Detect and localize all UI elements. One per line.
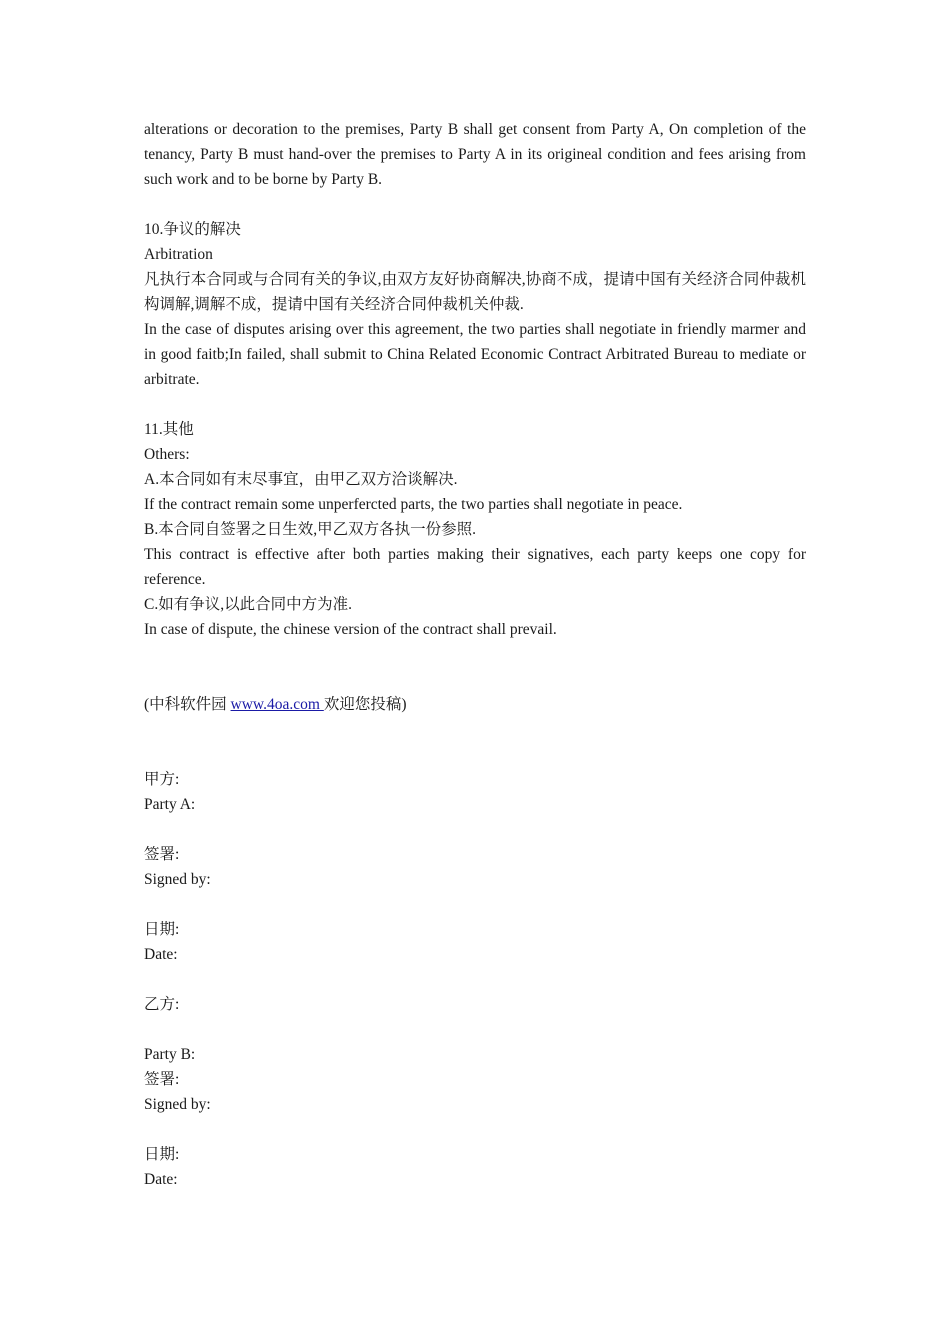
clause-11-a-chinese: A.本合同如有末尽事宜，由甲乙双方洽谈解决. (144, 471, 458, 488)
spacer (144, 192, 806, 217)
party-b-label-en: Party B: (144, 1046, 196, 1063)
spacer (144, 667, 806, 692)
spacer (144, 642, 806, 667)
party-a-label-cn: 甲方: (144, 771, 180, 788)
signed-b-label-cn: 签署: (144, 1071, 180, 1088)
clause-10-chinese: 凡执行本合同或与合同有关的争议,由双方友好协商解决,协商不成，提请中国有关经济合同仲裁机构调解,调解不成，提请中国有关经济合同仲裁机关仲裁. (144, 271, 806, 313)
signed-a-label-cn: 签署: (144, 846, 180, 863)
clause-11-a-english: If the contract remain some unperfercted parts, the two parties shall negotiate in peace. (144, 496, 683, 513)
signed-b-label-en: Signed by: (144, 1096, 211, 1113)
spacer (144, 1017, 806, 1042)
party-b-label-cn: 乙方: (144, 996, 180, 1013)
clause-11-heading: 11.其他 (144, 421, 194, 438)
spacer (144, 892, 806, 917)
source-link[interactable]: www.4oa.com (230, 696, 324, 713)
spacer (144, 1117, 806, 1142)
clause-11-c-chinese: C.如有争议,以此合同中方为准. (144, 596, 352, 613)
signed-a-label-en: Signed by: (144, 871, 211, 888)
document-page (144, 117, 806, 1192)
spacer (144, 392, 806, 417)
source-note-suffix: 欢迎您投稿) (323, 696, 407, 713)
clause-10-subheading: Arbitration (144, 246, 213, 263)
spacer (144, 717, 806, 742)
date-a-label-en: Date: (144, 946, 178, 963)
source-note (144, 692, 806, 717)
clause-9-english-tail: alterations or decoration to the premises, Party B shall get consent from Party A, On completion of the tenancy, Party B must hand-over the premises to Party A in its origineal condition and fees arising from such work and to be borne by Party B. (144, 121, 806, 188)
clause-11-subheading: Others: (144, 446, 190, 463)
clause-10-english: In the case of disputes arising over this agreement, the two parties shall negotiate in friendly marmer and in good faitb;In failed, shall submit to China Related Economic Contract Arbitrated Bureau to mediate or arbitrate. (144, 321, 806, 388)
clause-11-b-english: This contract is effective after both parties making their signatives, each party keeps one copy for reference. (144, 546, 806, 588)
clause-10-heading: 10.争议的解决 (144, 221, 241, 238)
date-a-label-cn: 日期: (144, 921, 180, 938)
source-note-prefix: (中科软件园 (144, 696, 231, 713)
spacer (144, 742, 806, 767)
clause-11-b-chinese: B.本合同自签署之日生效,甲乙双方各执一份参照. (144, 521, 476, 538)
date-b-label-en: Date: (144, 1171, 178, 1188)
date-b-label-cn: 日期: (144, 1146, 180, 1163)
spacer (144, 817, 806, 842)
clause-11-c-english: In case of dispute, the chinese version of the contract shall prevail. (144, 621, 557, 638)
party-a-label-en: Party A: (144, 796, 196, 813)
spacer (144, 967, 806, 992)
